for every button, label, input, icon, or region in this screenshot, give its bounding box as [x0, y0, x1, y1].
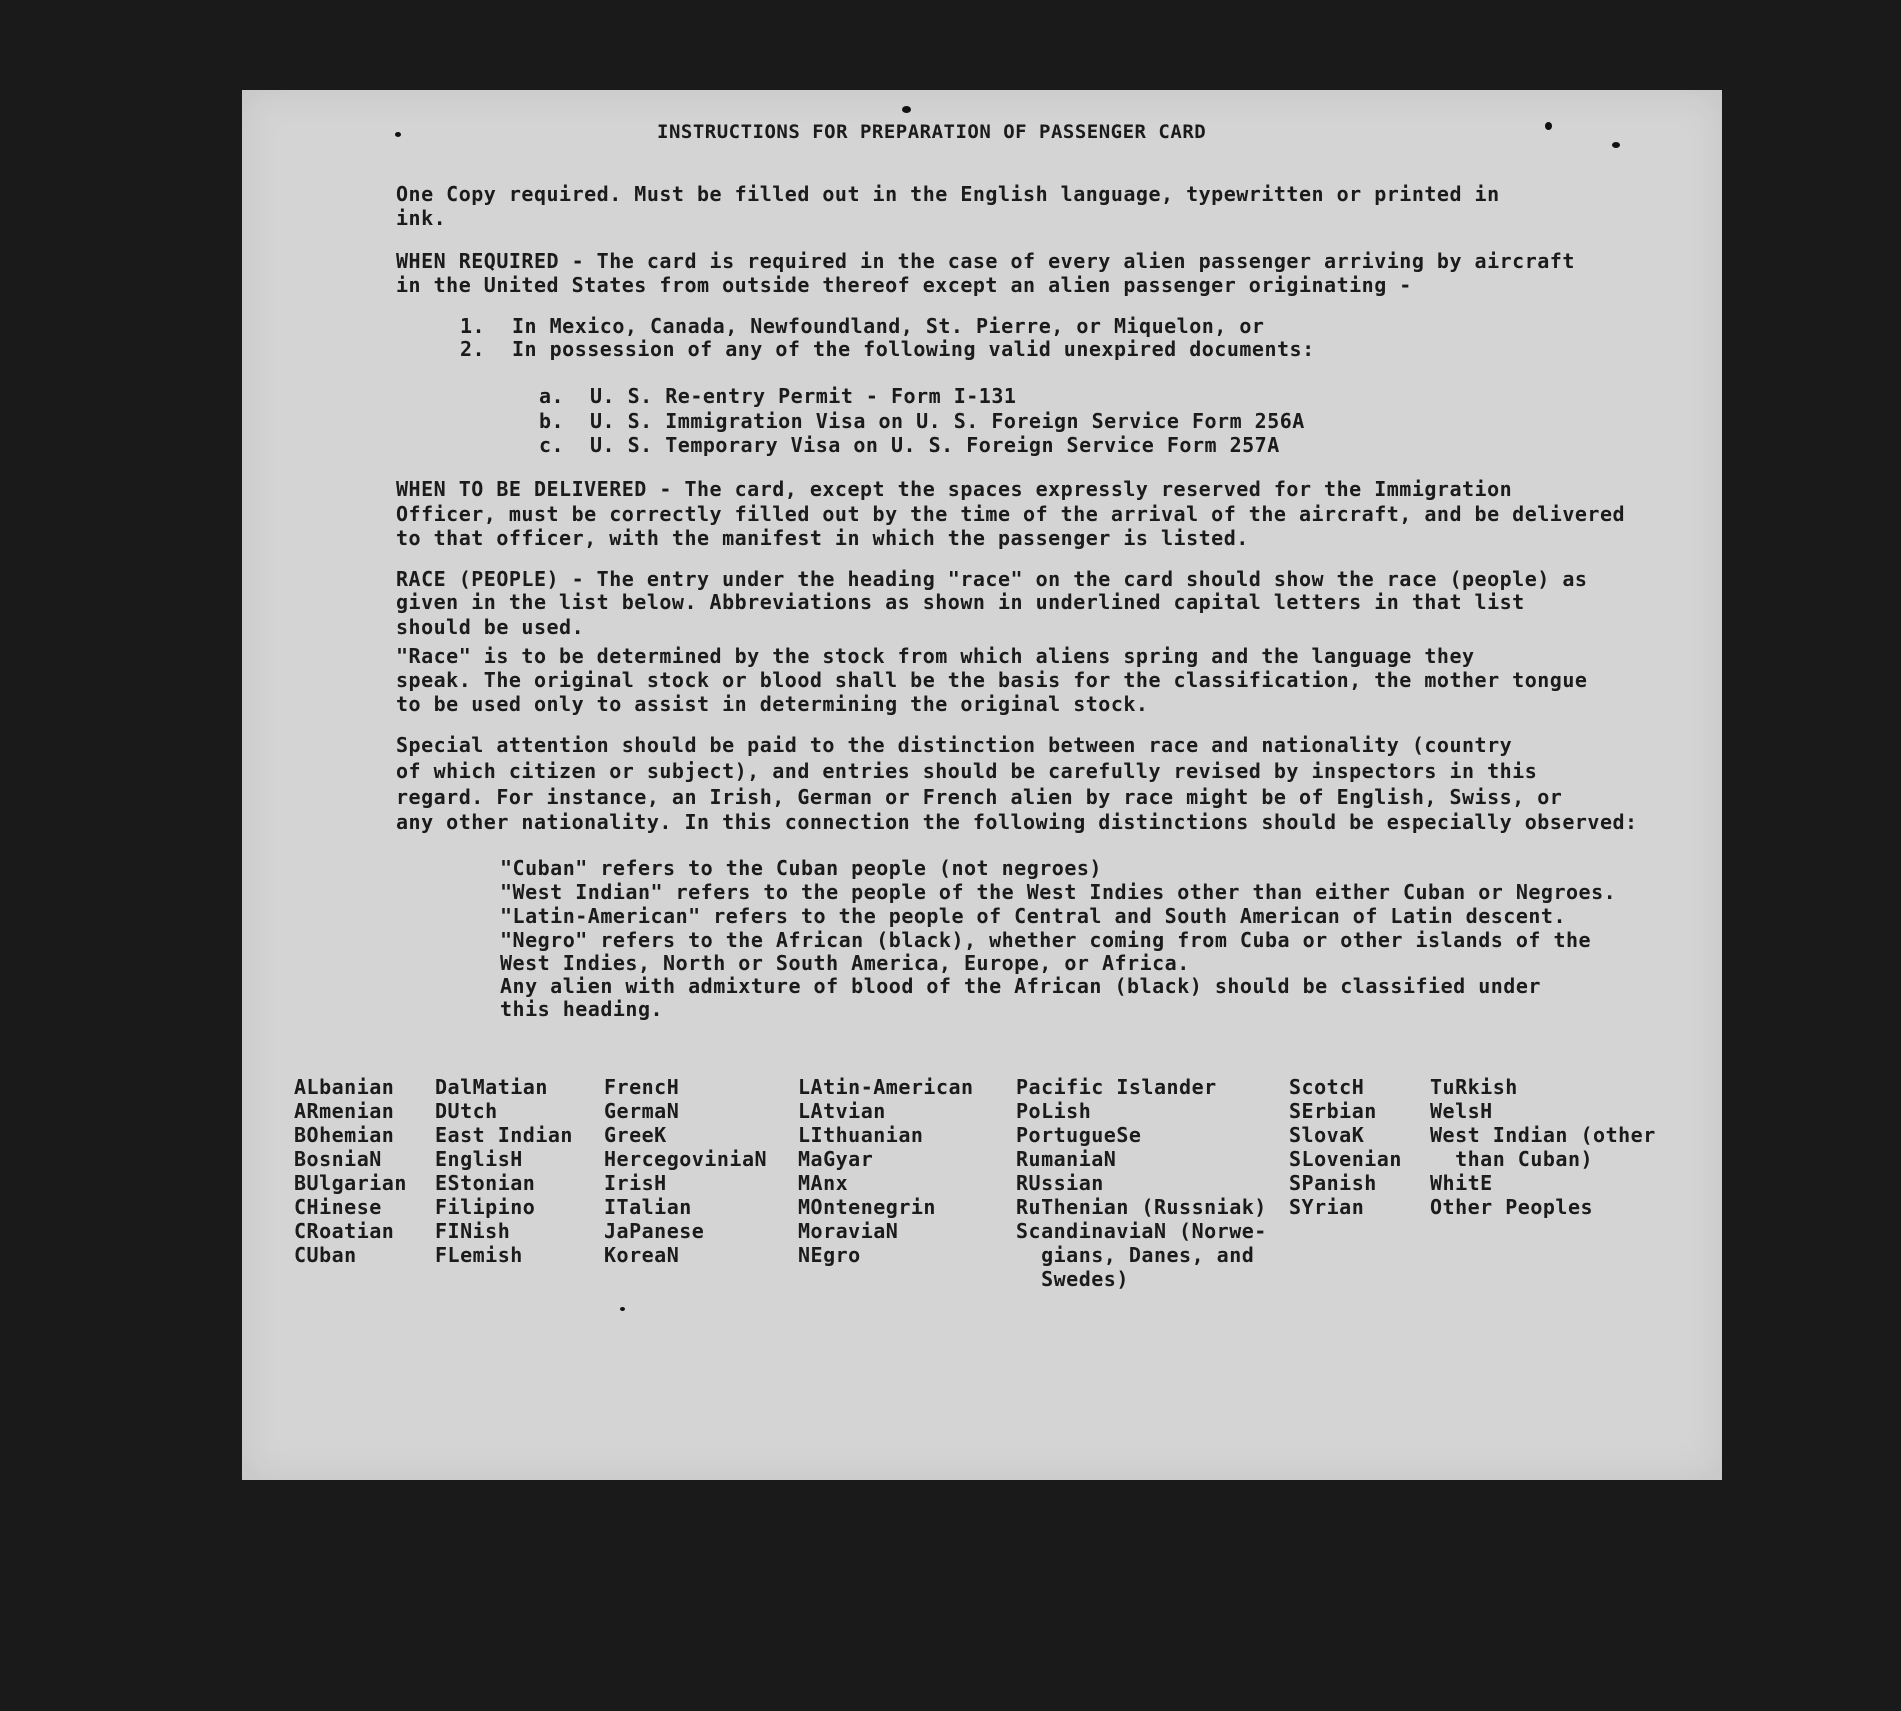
race-list-item: ITalian [604, 1195, 692, 1219]
race-people-line-1: RACE (PEOPLE) - The entry under the heading "race" on the card should show the race (people) as [396, 567, 1588, 591]
lettered-item-b-num: b. [539, 409, 565, 433]
distinction-admixture-2: this heading. [500, 997, 664, 1021]
intro-line-2: ink. [396, 206, 447, 230]
race-list-item: SLovenian [1289, 1147, 1402, 1171]
race-list-item: BOhemian [294, 1123, 395, 1147]
special-line-2: of which citizen or subject), and entries should be carefully revised by inspectors in this [396, 759, 1538, 783]
distinction-cuban: "Cuban" refers to the Cuban people (not negroes) [500, 856, 1102, 880]
distinction-latin-american: "Latin-American" refers to the people of Central and South American of Latin descent. [500, 904, 1566, 928]
race-list-item: JaPanese [604, 1219, 705, 1243]
race-list-item: EnglisH [435, 1147, 523, 1171]
race-list-item: than Cuban) [1430, 1147, 1594, 1171]
distinction-negro-2: West Indies, North or South America, Europe, or Africa. [500, 951, 1190, 975]
numbered-item-2-num: 2. [460, 337, 486, 361]
special-line-4: any other nationality. In this connection the following distinctions should be especially observed: [396, 810, 1638, 834]
race-list-item: KoreaN [604, 1243, 680, 1267]
race-list-item: BUlgarian [294, 1171, 407, 1195]
when-delivered-line-1: WHEN TO BE DELIVERED - The card, except the spaces expressly reserved for the Immigration [396, 477, 1513, 501]
race-list-item: East Indian [435, 1123, 573, 1147]
when-required-line-2: in the United States from outside thereof except an alien passenger originating - [396, 273, 1412, 297]
race-list-item: MOntenegrin [798, 1195, 936, 1219]
race-list-item: DUtch [435, 1099, 498, 1123]
race-list-item: MAnx [798, 1171, 849, 1195]
race-list-item: TuRkish [1430, 1075, 1518, 1099]
race-list-item: Pacific Islander [1016, 1075, 1217, 1099]
race-column-1 [294, 1075, 407, 1267]
scan-speck [1612, 142, 1620, 148]
numbered-item-1-num: 1. [460, 314, 486, 338]
race-list-item: SlovaK [1289, 1123, 1365, 1147]
race-column-2 [435, 1075, 573, 1267]
special-line-3: regard. For instance, an Irish, German or French alien by race might be of English, Swiss, or [396, 785, 1563, 809]
race-list-item: ScotcH [1289, 1075, 1365, 1099]
race-list-item: NEgro [798, 1243, 861, 1267]
race-list-item: RumaniaN [1016, 1147, 1117, 1171]
race-list-item: DalMatian [435, 1075, 548, 1099]
race-list-item: EStonian [435, 1171, 536, 1195]
race-list-item: ScandinaviaN (Norwe- [1016, 1219, 1267, 1243]
lettered-item-b-text: U. S. Immigration Visa on U. S. Foreign Service Form 256A [590, 409, 1305, 433]
race-list-item: FLemish [435, 1243, 523, 1267]
race-def-line-1: "Race" is to be determined by the stock from which aliens spring and the language they [396, 644, 1475, 668]
numbered-item-2-text: In possession of any of the following valid unexpired documents: [512, 337, 1315, 361]
race-list-item: West Indian (other [1430, 1123, 1656, 1147]
scan-speck [395, 132, 401, 137]
when-required-line-1: WHEN REQUIRED - The card is required in the case of every alien passenger arriving by aircraft [396, 249, 1575, 273]
race-list-item: Other Peoples [1430, 1195, 1594, 1219]
race-list-item: PortugueSe [1016, 1123, 1142, 1147]
race-list-item: Filipino [435, 1195, 536, 1219]
race-list-item: CRoatian [294, 1219, 395, 1243]
race-list-item: gians, Danes, and [1016, 1243, 1255, 1267]
scan-speck [620, 1307, 625, 1311]
race-list-item: SPanish [1289, 1171, 1377, 1195]
race-list-item: HercegoviniaN [604, 1147, 768, 1171]
race-list-item: WelsH [1430, 1099, 1493, 1123]
race-list-item: GermaN [604, 1099, 680, 1123]
race-list-item: FINish [435, 1219, 511, 1243]
race-column-7 [1430, 1075, 1656, 1219]
special-line-1: Special attention should be paid to the distinction between race and nationality (country [396, 733, 1513, 757]
lettered-item-a-num: a. [539, 384, 565, 408]
distinction-negro-1: "Negro" refers to the African (black), whether coming from Cuba or other islands of the [500, 928, 1592, 952]
race-column-5 [1016, 1075, 1267, 1291]
race-list-item: MoraviaN [798, 1219, 899, 1243]
lettered-item-a-text: U. S. Re-entry Permit - Form I-131 [590, 384, 1017, 408]
race-list-item: CHinese [294, 1195, 382, 1219]
intro-line-1: One Copy required. Must be filled out in the English language, typewritten or printed in [396, 182, 1500, 206]
lettered-item-c-text: U. S. Temporary Visa on U. S. Foreign Service Form 257A [590, 433, 1280, 457]
lettered-item-c-num: c. [539, 433, 565, 457]
race-list-item: ARmenian [294, 1099, 395, 1123]
race-list-item: GreeK [604, 1123, 667, 1147]
when-delivered-line-2: Officer, must be correctly filled out by the time of the arrival of the aircraft, and be delivered [396, 502, 1626, 526]
document-page [242, 90, 1722, 1480]
race-list-item: SYrian [1289, 1195, 1365, 1219]
when-delivered-line-3: to that officer, with the manifest in which the passenger is listed. [396, 526, 1249, 550]
numbered-item-1-text: In Mexico, Canada, Newfoundland, St. Pierre, or Miquelon, or [512, 314, 1265, 338]
race-list-item: ALbanian [294, 1075, 395, 1099]
scan-speck [902, 106, 911, 113]
race-list-item: FrencH [604, 1075, 680, 1099]
race-list-item: BosniaN [294, 1147, 382, 1171]
race-list-item: LAtvian [798, 1099, 886, 1123]
race-def-line-2: speak. The original stock or blood shall be the basis for the classification, the mother tongue [396, 668, 1588, 692]
race-list-item: LIthuanian [798, 1123, 924, 1147]
race-list-item: IrisH [604, 1171, 667, 1195]
race-people-line-2: given in the list below. Abbreviations as shown in underlined capital letters in that list [396, 590, 1525, 614]
scan-speck [1545, 122, 1552, 130]
distinction-admixture-1: Any alien with admixture of blood of the African (black) should be classified under [500, 974, 1541, 998]
race-column-3 [604, 1075, 767, 1267]
race-list-item: PoLish [1016, 1099, 1092, 1123]
race-list-item: WhitE [1430, 1171, 1493, 1195]
distinction-west-indian: "West Indian" refers to the people of the West Indies other than either Cuban or Negroes. [500, 880, 1617, 904]
race-list-item: MaGyar [798, 1147, 874, 1171]
race-list-item: SErbian [1289, 1099, 1377, 1123]
page-title: INSTRUCTIONS FOR PREPARATION OF PASSENGER CARD [657, 121, 1207, 143]
race-column-6 [1289, 1075, 1402, 1219]
race-column-4 [798, 1075, 974, 1267]
race-list-item: RuThenian (Russniak) [1016, 1195, 1267, 1219]
race-list-item: Swedes) [1016, 1267, 1129, 1291]
race-people-line-3: should be used. [396, 615, 585, 639]
race-list-item: LAtin-American [798, 1075, 974, 1099]
race-list-item: RUssian [1016, 1171, 1104, 1195]
race-list-item: CUban [294, 1243, 357, 1267]
race-def-line-3: to be used only to assist in determining the original stock. [396, 692, 1149, 716]
